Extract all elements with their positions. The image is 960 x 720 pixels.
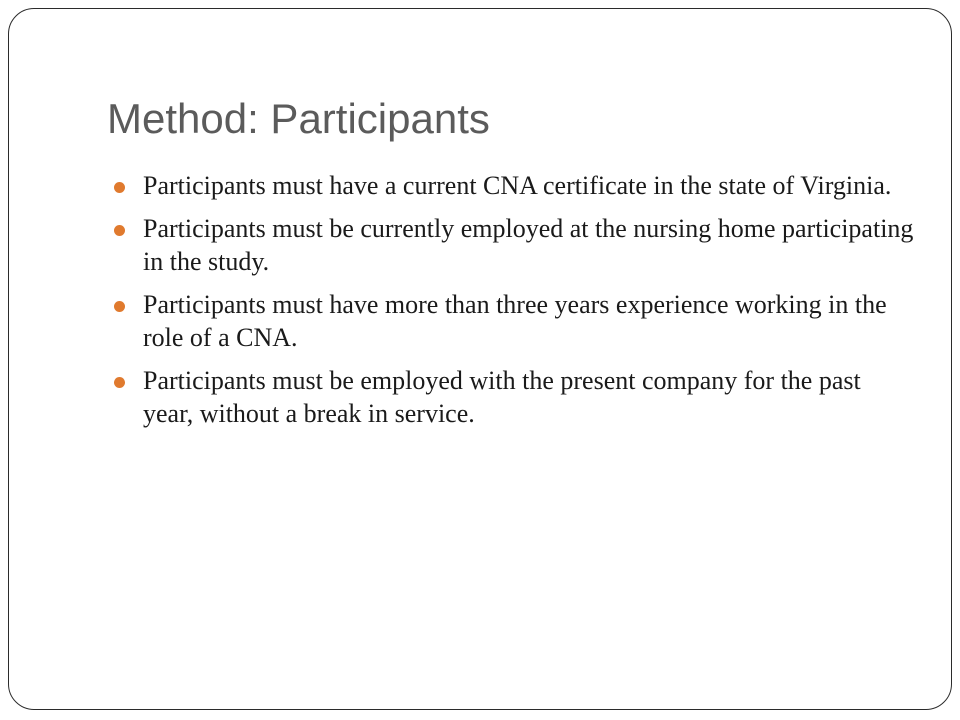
slide-frame bbox=[8, 8, 952, 710]
slide-title: Method: Participants bbox=[107, 95, 490, 142]
bullet-dot-icon bbox=[114, 377, 125, 388]
bullet-text: Participants must have more than three years experience working in the role of a CNA. bbox=[143, 290, 887, 352]
bullet-dot-icon bbox=[114, 182, 125, 193]
bullet-item bbox=[107, 169, 917, 202]
bullet-dot-icon bbox=[114, 301, 125, 312]
bullet-text: Participants must be employed with the present company for the past year, without a break in service. bbox=[143, 366, 861, 428]
bullet-item bbox=[107, 288, 917, 354]
bullet-item bbox=[107, 364, 917, 430]
bullet-text: Participants must be currently employed at the nursing home participating in the study. bbox=[143, 214, 914, 276]
bullet-dot-icon bbox=[114, 225, 125, 236]
bullet-list bbox=[107, 169, 917, 440]
bullet-text: Participants must have a current CNA certificate in the state of Virginia. bbox=[143, 171, 892, 200]
bullet-item bbox=[107, 212, 917, 278]
